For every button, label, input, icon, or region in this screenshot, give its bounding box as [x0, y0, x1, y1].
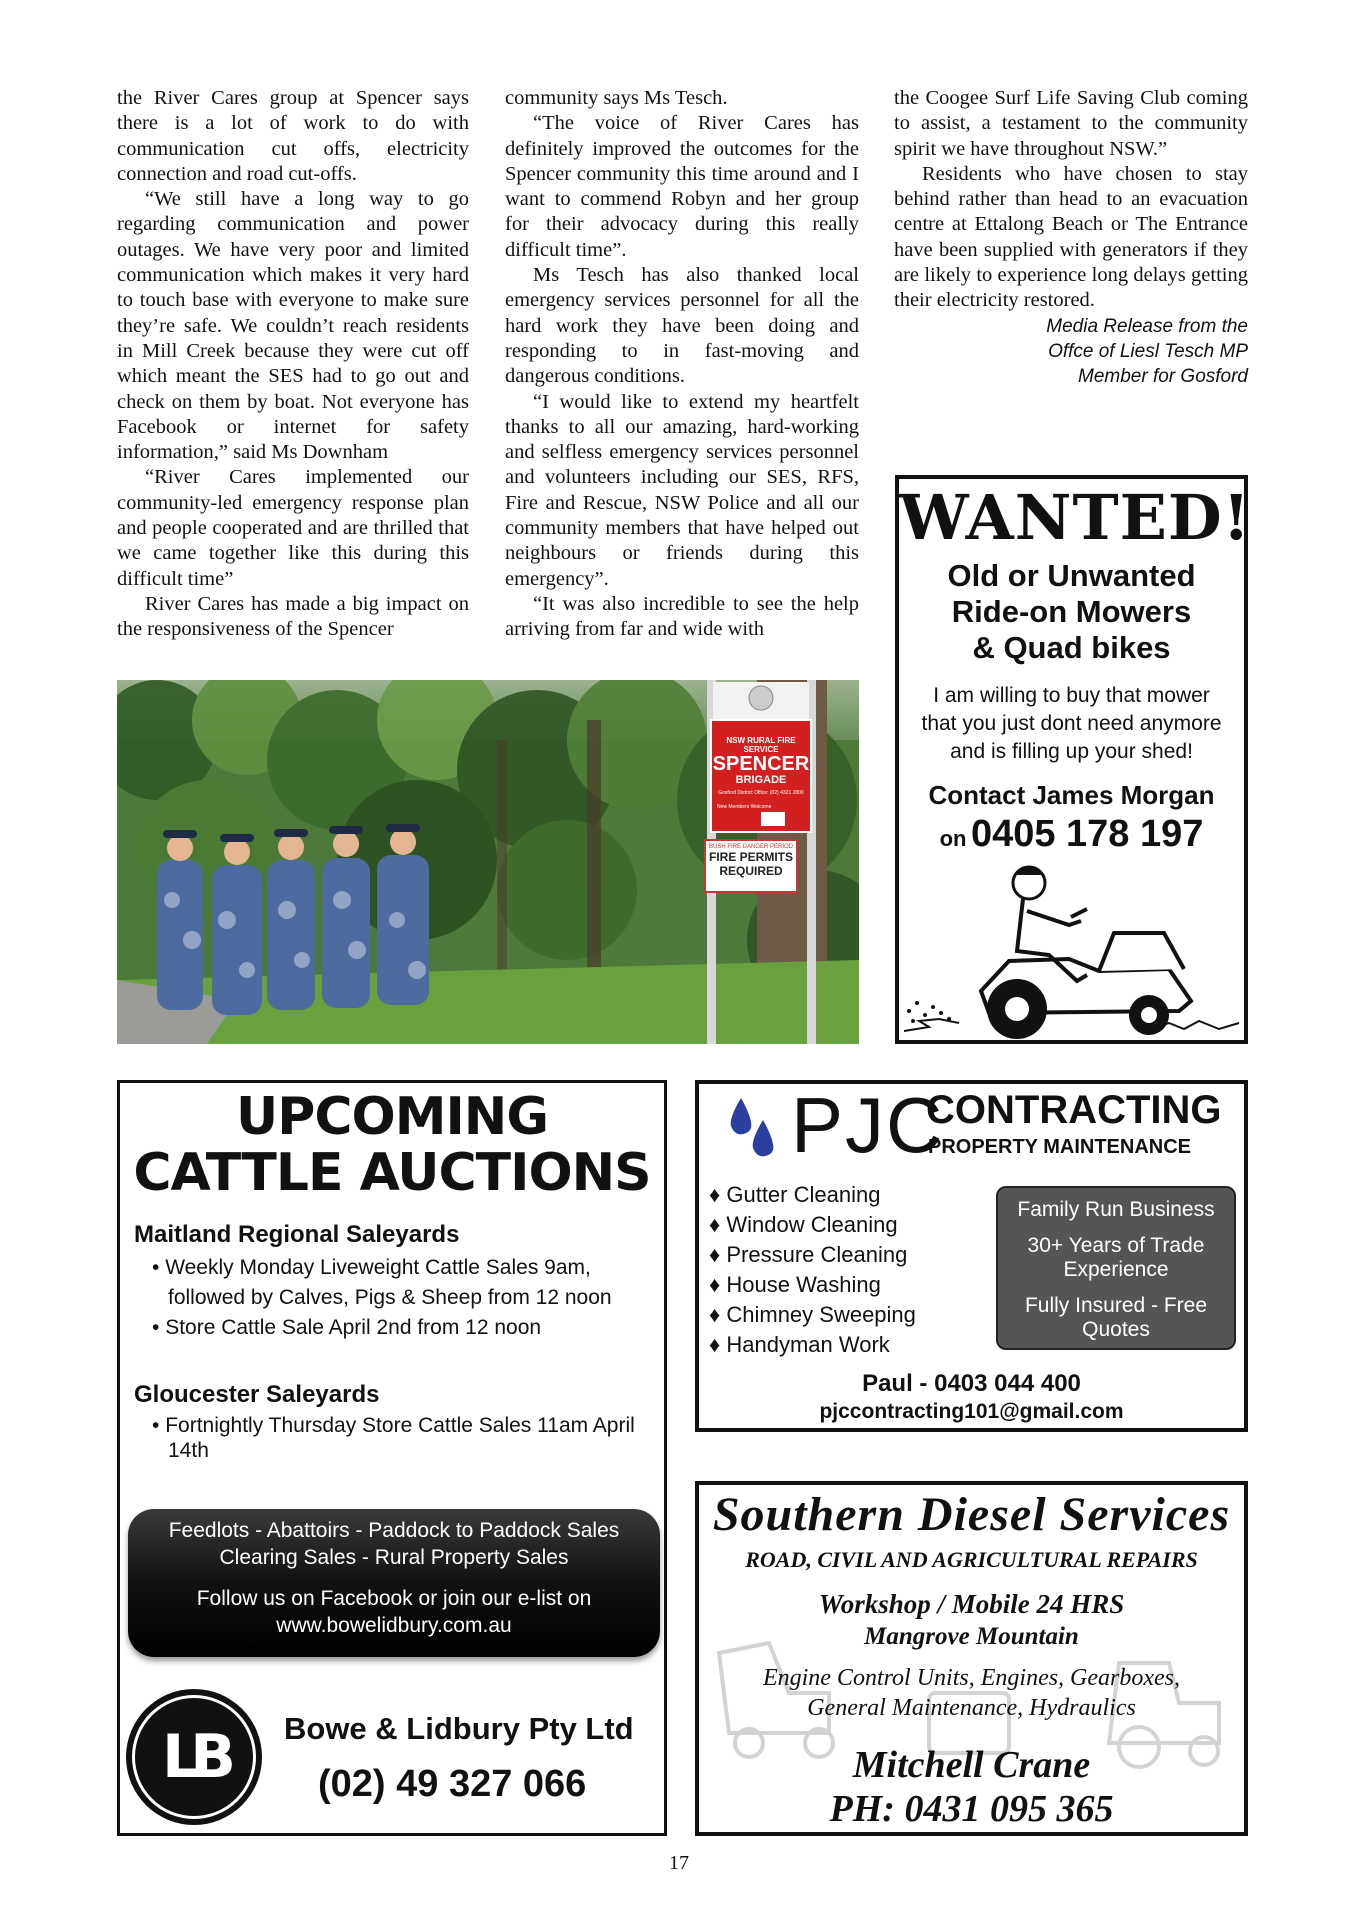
- auctions-title-line: UPCOMING: [236, 1087, 548, 1147]
- banner-line: Clearing Sales - Rural Property Sales: [219, 1546, 569, 1569]
- wanted-body: [899, 682, 1244, 766]
- diesel-line-1: Workshop / Mobile 24 HRS: [818, 1589, 1125, 1619]
- venue-maitland: Maitland Regional Saleyards: [134, 1221, 460, 1248]
- service-item: [709, 1240, 916, 1270]
- article-paragraph: “River Cares implemented our community-led emergency response plan and people cooperated and are thrilled that we came together like this during this difficult time”: [117, 466, 469, 590]
- wanted-body-line: and is filling up your shed!: [950, 740, 1193, 763]
- venue-item-text: Store Cattle Sale April 2nd from 12 noon: [165, 1316, 542, 1339]
- auctions-services-banner: [128, 1509, 660, 1657]
- info-line: Family Run Business: [1017, 1198, 1215, 1221]
- service-item: [709, 1330, 916, 1360]
- auctions-phone: (02) 49 327 066: [318, 1763, 587, 1805]
- article-paragraph: Residents who have chosen to stay behind rather than head to an evacuation centre at Ettalong Beach or The Entrance have been supplied with generators if they are likely to experience long delays getting their electricity restored.: [894, 162, 1248, 312]
- water-drops-icon: [727, 1094, 787, 1164]
- service-item: [709, 1270, 916, 1300]
- service-label: House Washing: [726, 1272, 881, 1297]
- pjc-logo: PJC: [791, 1081, 945, 1169]
- drop-bullet-icon: ♦: [709, 1212, 721, 1237]
- article-paragraph: Ms Tesch has also thanked local emergency services personnel for all the hard work they have been doing and responding to in fast-moving and dangerous conditions.: [505, 264, 859, 388]
- wanted-phone: 0405 178 197: [970, 813, 1204, 855]
- service-label: Gutter Cleaning: [726, 1182, 881, 1207]
- venue-gloucester: Gloucester Saleyards: [134, 1381, 380, 1408]
- article-column-1: [117, 86, 469, 643]
- pjc-email: pjccontracting101@gmail.com: [819, 1400, 1124, 1423]
- banner-line: Follow us on Facebook or join our e-list on: [196, 1587, 592, 1610]
- venue-item: • Store Cattle Sale April 2nd from 12 noon: [152, 1316, 542, 1339]
- wanted-ad: [895, 475, 1251, 1044]
- ride-on-mower-icon: [899, 851, 1244, 1041]
- wanted-body-line: that you just dont need anymore: [921, 712, 1222, 735]
- sign-name: SPENCER: [712, 753, 810, 775]
- article-paragraph: “It was also incredible to see the help arriving from far and wide with: [505, 592, 859, 641]
- venue-item: • Weekly Monday Liveweight Cattle Sales 9am, followed by Calves, Pigs & Sheep from 12 noon: [152, 1256, 612, 1309]
- drop-bullet-icon: ♦: [709, 1242, 721, 1267]
- sign-header: NSW RURAL FIRE SERVICE: [726, 736, 796, 754]
- ses-volunteers-photo: [117, 680, 859, 1044]
- wanted-subtitle-line: Old or Unwanted: [947, 558, 1196, 593]
- auctions-website: www.bowelidbury.com.au: [276, 1614, 512, 1637]
- sign-members: New Members Welcome: [717, 804, 772, 810]
- pjc-contracting-ad: [695, 1080, 1248, 1432]
- auctions-title: [120, 1089, 664, 1201]
- article-paragraph: the Coogee Surf Life Saving Club coming to assist, a testament to the community spirit we have throughout NSW.”: [894, 87, 1248, 160]
- media-credit: Member for Gosford: [1078, 365, 1248, 387]
- venue-item-text: Fortnightly Thursday Store Cattle Sales 11am April 14th: [165, 1414, 635, 1462]
- rfs-brigade-sign: [711, 720, 811, 832]
- wanted-subtitle-line: & Quad bikes: [972, 630, 1171, 665]
- diesel-title: Southern Diesel Services: [712, 1488, 1231, 1541]
- service-label: Pressure Cleaning: [726, 1242, 908, 1267]
- article-paragraph: community says Ms Tesch.: [505, 87, 728, 109]
- article-paragraph: “The voice of River Cares has definitely improved the outcomes for the Spencer community this time around and I want to commend Robyn and her group for their advocacy during this really difficult time”.: [505, 112, 859, 261]
- sign-brigade: BRIGADE: [735, 774, 787, 786]
- media-credit: Media Release from the: [1046, 315, 1248, 337]
- cattle-auctions-ad: [117, 1080, 667, 1836]
- banner-line: Feedlots - Abattoirs - Paddock to Paddock Sales: [168, 1519, 620, 1542]
- wanted-subtitle: [899, 558, 1244, 666]
- diesel-phone: PH: 0431 095 365: [829, 1788, 1114, 1830]
- article-paragraph: River Cares has made a big impact on the responsiveness of the Spencer: [117, 592, 469, 641]
- diesel-line-3: Engine Control Units, Engines, Gearboxes,: [762, 1665, 1181, 1691]
- wanted-title: WANTED!: [899, 481, 1251, 554]
- info-line: Fully Insured - Free Quotes: [1024, 1294, 1208, 1341]
- diesel-line-4: General Maintenance, Hydraulics: [807, 1695, 1136, 1721]
- diesel-line-2: Mangrove Mountain: [864, 1623, 1079, 1650]
- auctions-company: Bowe & Lidbury Pty Ltd: [284, 1711, 634, 1746]
- permit-line-1: FIRE PERMITS: [708, 850, 793, 864]
- service-label: Window Cleaning: [726, 1212, 898, 1237]
- wanted-subtitle-line: Ride-on Mowers: [951, 594, 1192, 629]
- article-paragraph: “We still have a long way to go regarding communication and power outages. We have very poor and limited communication which makes it very hard to touch base with everyone to make sure they’re safe. We couldn’t reach residents in Mill Creek because they were cut off which meant the SES had to go out and check on them by boat. Not everyone has Facebook or internet for safety information,” said Ms Downham: [117, 188, 469, 464]
- article-paragraph: the River Cares group at Spencer says there is a lot of work to do with communication cut offs, electricity connection and road cut-offs.: [117, 87, 469, 185]
- fire-permit-sign: [705, 840, 797, 892]
- service-label: Handyman Work: [726, 1332, 890, 1357]
- service-item: [709, 1210, 916, 1240]
- drop-bullet-icon: ♦: [709, 1182, 721, 1207]
- venue-item: • Fortnightly Thursday Store Cattle Sales 11am April 14th: [152, 1414, 635, 1462]
- service-item: [709, 1300, 916, 1330]
- media-credit: Offce of Liesl Tesch MP: [1048, 340, 1248, 362]
- drop-bullet-icon: ♦: [709, 1332, 721, 1357]
- wanted-contact: Contact James Morgan: [928, 780, 1215, 810]
- diesel-name: Mitchell Crane: [852, 1744, 1091, 1786]
- permit-header: BUSH FIRE DANGER PERIOD: [708, 844, 793, 850]
- wanted-phone-line: [899, 813, 1244, 856]
- service-label: Chimney Sweeping: [726, 1302, 916, 1327]
- permit-line-2: REQUIRED: [719, 864, 783, 878]
- diesel-subtitle: ROAD, CIVIL AND AGRICULTURAL REPAIRS: [745, 1547, 1198, 1572]
- auctions-title-line: CATTLE AUCTIONS: [133, 1143, 651, 1203]
- bowe-lidbury-logo: [126, 1689, 262, 1825]
- drop-bullet-icon: ♦: [709, 1302, 721, 1327]
- wanted-on: on: [939, 826, 967, 851]
- page-number: 17: [669, 1852, 689, 1874]
- pjc-services-list: [709, 1180, 916, 1360]
- article-column-3: [894, 86, 1248, 389]
- service-item: [709, 1180, 916, 1210]
- wanted-body-line: I am willing to buy that mower: [933, 684, 1210, 707]
- logo-letters: LB: [162, 1722, 226, 1792]
- article-paragraph: “I would like to extend my heartfelt thanks to all our amazing, hard-working and selfless emergency services personnel and volunteers including our SES, RFS, Fire and Rescue, NSW Police and all our community members that have helped out neighbours or friends during this emergency”.: [505, 390, 859, 590]
- venue-item-text: Weekly Monday Liveweight Cattle Sales 9am, followed by Calves, Pigs & Sheep from 12 noon: [165, 1256, 612, 1309]
- pjc-info-box: [996, 1186, 1236, 1350]
- info-line: 30+ Years of Trade Experience: [1027, 1234, 1205, 1281]
- pjc-title: CONTRACTING: [926, 1088, 1222, 1132]
- drop-bullet-icon: ♦: [709, 1272, 721, 1297]
- article-column-2: [505, 86, 859, 643]
- southern-diesel-ad: [695, 1481, 1248, 1836]
- pjc-contact: Paul - 0403 044 400: [862, 1370, 1081, 1397]
- pjc-subtitle: PROPERTY MAINTENANCE: [928, 1136, 1191, 1158]
- sign-office: Gosford District Office: (02) 4321 2800: [718, 790, 804, 796]
